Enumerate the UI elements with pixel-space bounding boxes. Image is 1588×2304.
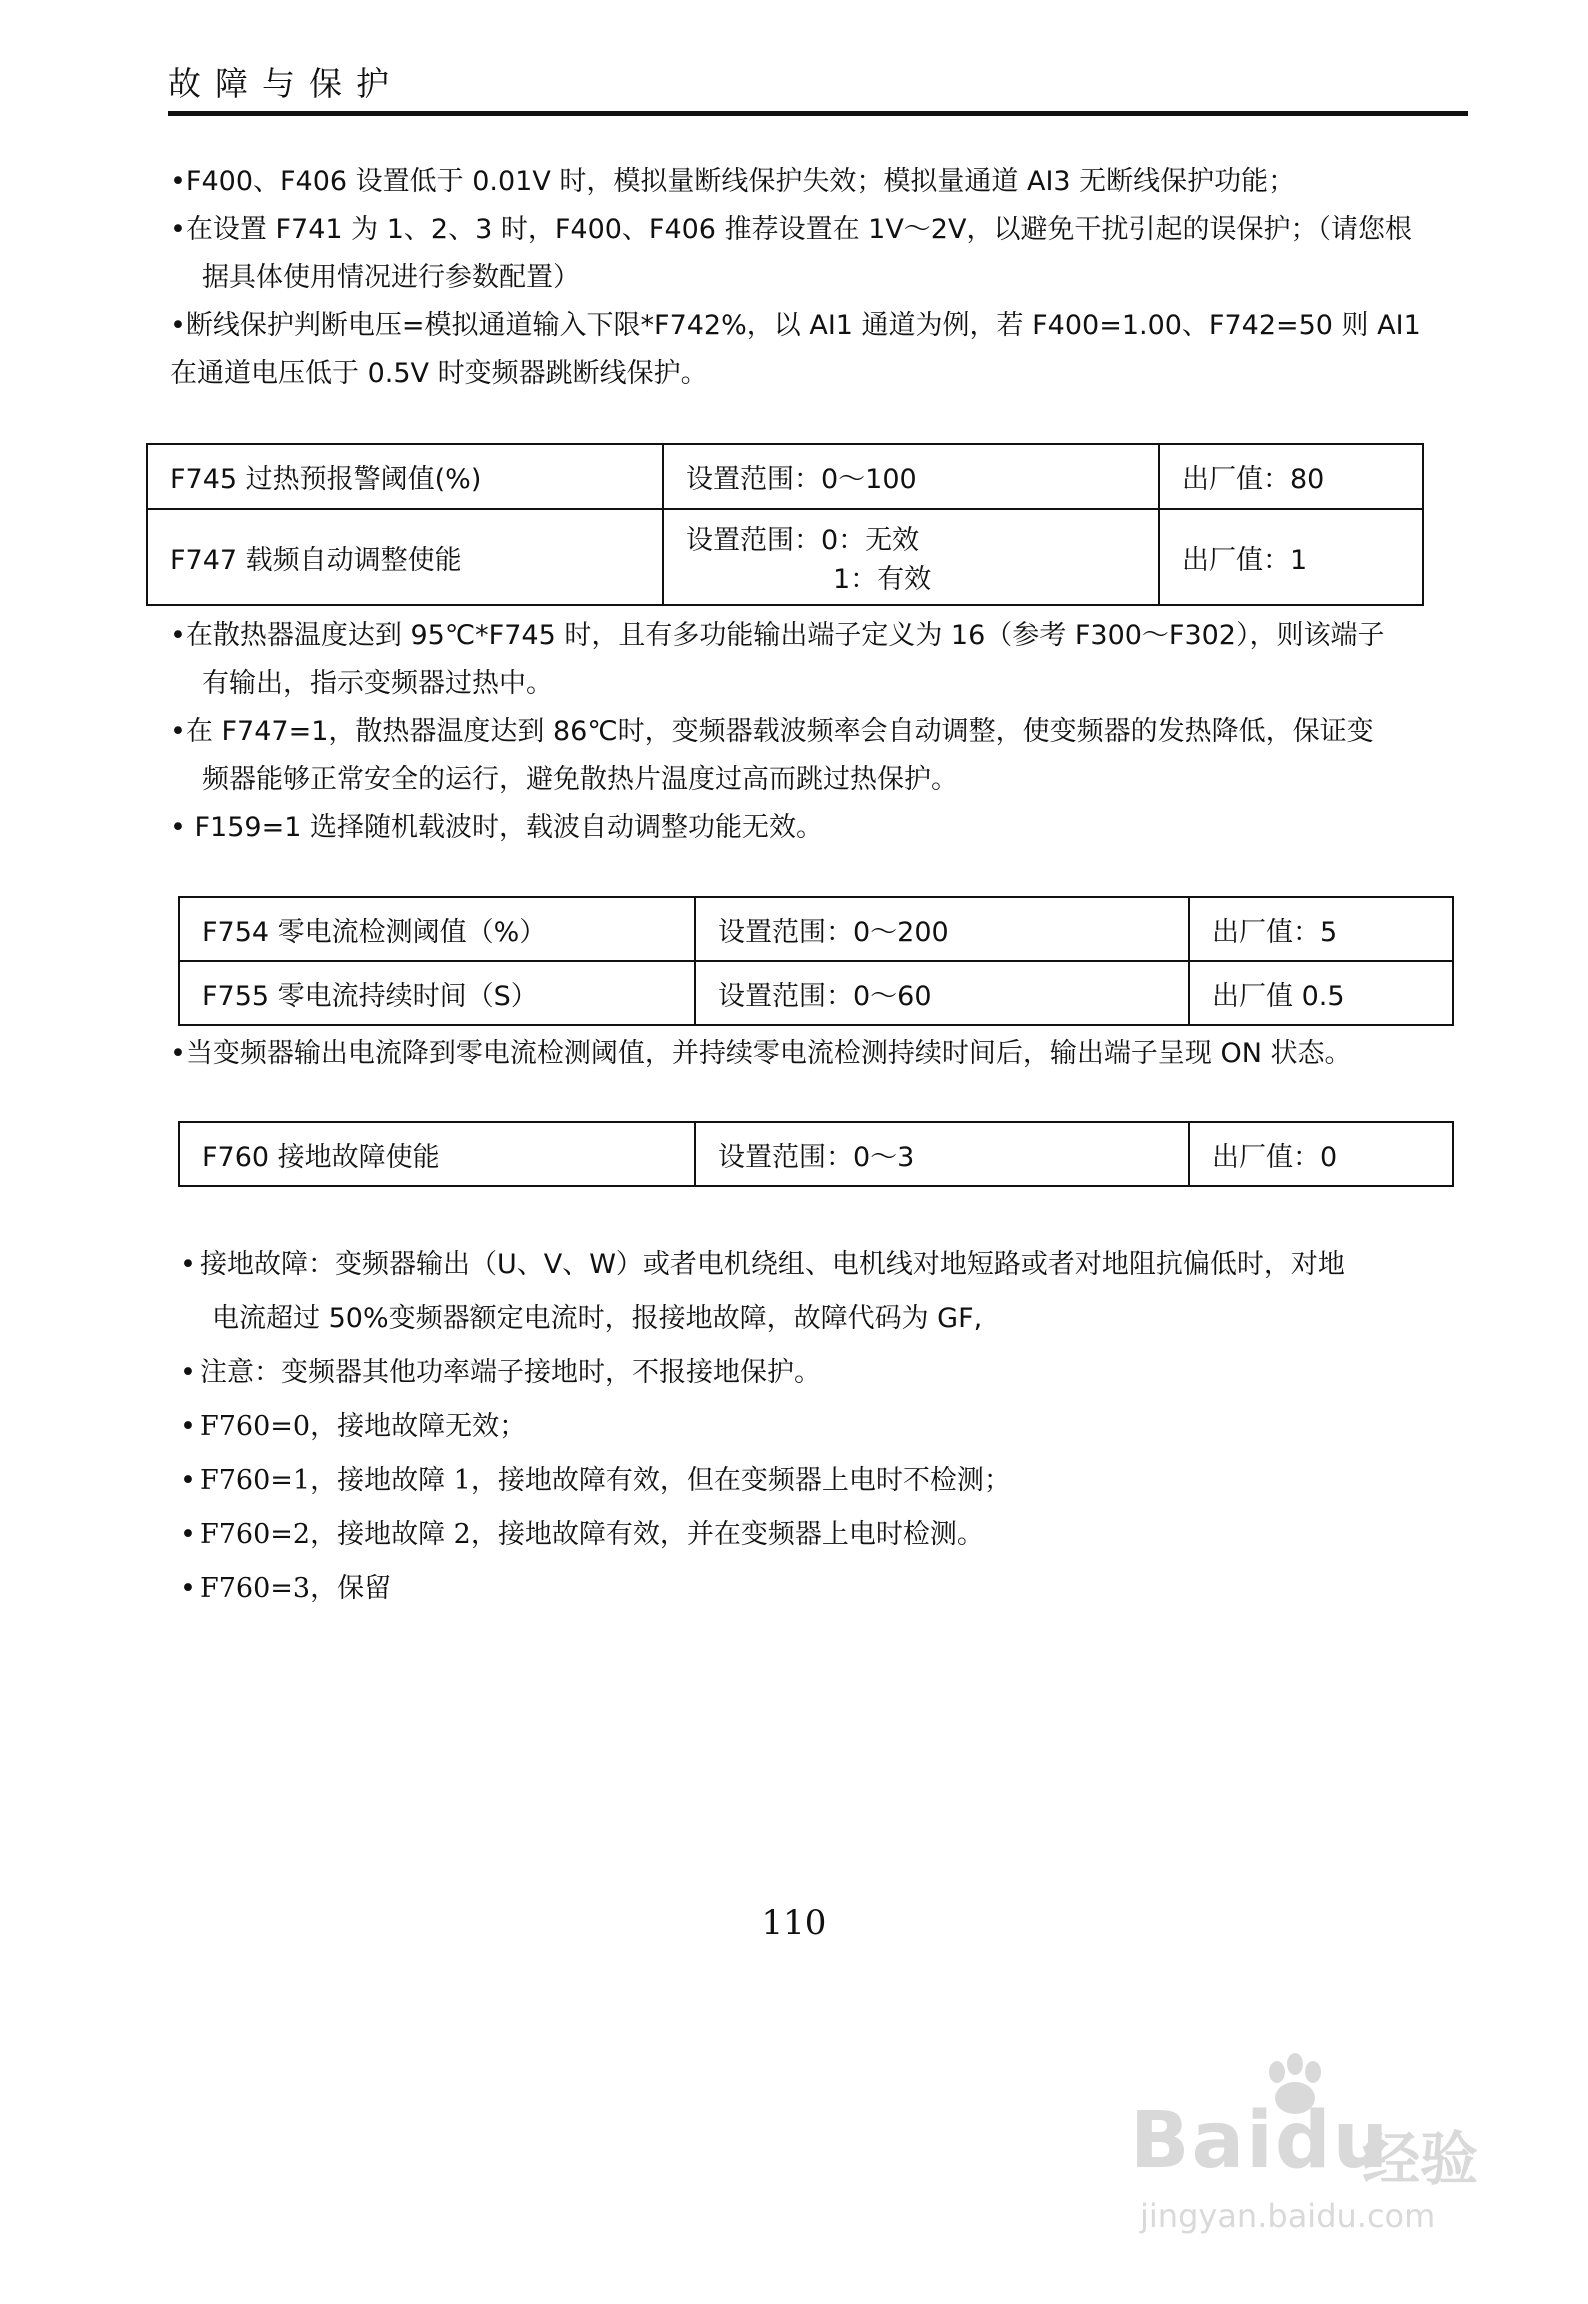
bullet-icon: • — [180, 1519, 196, 1550]
note-line: •F400、F406 设置低于 0.01V 时，模拟量断线保护失效；模拟量通道 AI3 无断线保护功能； — [170, 166, 1296, 197]
notes-analog-disconnect — [170, 158, 1470, 398]
param-name: F747 载频自动调整使能 — [147, 509, 663, 605]
table-row — [147, 444, 1423, 509]
param-table-ground-fault — [178, 1121, 1454, 1187]
note-line: • F760=3，保留 — [180, 1562, 1480, 1616]
param-range: 设置范围：0～100 — [663, 444, 1159, 509]
baidu-watermark — [1130, 2052, 1500, 2252]
table-row — [147, 509, 1423, 605]
param-table-zero-current — [178, 896, 1454, 1026]
header-divider — [168, 111, 1468, 116]
param-name: F754 零电流检测阈值（%） — [179, 897, 695, 961]
param-range: 设置范围：0～60 — [695, 961, 1189, 1025]
watermark-brand: Baidu — [1130, 2096, 1391, 2186]
note-line: •在设置 F741 为 1、2、3 时，F400、F406 推荐设置在 1V～2V，以避免干扰引起的误保护；（请您根 — [170, 214, 1412, 245]
bullet-icon: • — [180, 1573, 196, 1604]
bullet-icon: • — [180, 1411, 196, 1442]
note-line: • F159=1 选择随机载波时，载波自动调整功能无效。 — [170, 812, 823, 843]
page-number: 110 — [761, 1903, 827, 1943]
table-row — [179, 1122, 1453, 1186]
param-name: F760 接地故障使能 — [179, 1122, 695, 1186]
note-line: • F760=1，接地故障 1，接地故障有效，但在变频器上电时不检测； — [180, 1454, 1480, 1508]
note-line: 有输出，指示变频器过热中。 — [202, 668, 553, 699]
note-line: • F760=0，接地故障无效； — [180, 1400, 1480, 1454]
range-option: 设置范围：0：无效 — [686, 525, 920, 556]
param-default: 出厂值：5 — [1189, 897, 1453, 961]
param-range: 设置范围：0～200 — [695, 897, 1189, 961]
note-line: 在通道电压低于 0.5V 时变频器跳断线保护。 — [170, 358, 708, 389]
param-default: 出厂值 0.5 — [1189, 961, 1453, 1025]
note-line: 频器能够正常安全的运行，避免散热片温度过高而跳过热保护。 — [202, 764, 958, 795]
note-line: •当变频器输出电流降到零电流检测阈值，并持续零电流检测持续时间后，输出端子呈现 ON 状态。 — [170, 1038, 1352, 1069]
param-range — [663, 509, 1159, 605]
param-table-overheat — [146, 443, 1424, 606]
watermark-cn: 经验 — [1362, 2125, 1479, 2193]
param-default: 出厂值：80 — [1159, 444, 1423, 509]
watermark-url: jingyan.baidu.com — [1140, 2197, 1436, 2235]
notes-ground-fault — [180, 1238, 1480, 1616]
note-line: •在 F747=1，散热器温度达到 86℃时，变频器载波频率会自动调整，使变频器的发热降低，保证变 — [170, 716, 1374, 747]
bullet-icon: • — [180, 1357, 196, 1388]
page-title: 故障与保护 — [168, 64, 403, 103]
table-row — [179, 961, 1453, 1025]
param-range: 设置范围：0～3 — [695, 1122, 1189, 1186]
note-line: •断线保护判断电压=模拟通道输入下限*F742%，以 AI1 通道为例，若 F400=1.00、F742=50 则 AI1 — [170, 310, 1421, 341]
param-default: 出厂值：1 — [1159, 509, 1423, 605]
bullet-icon: • — [180, 1465, 196, 1496]
note-line: • 注意：变频器其他功率端子接地时，不报接地保护。 — [180, 1346, 1480, 1400]
bullet-icon: • — [180, 1249, 196, 1280]
range-option: 1：有效 — [833, 564, 932, 595]
table-row — [179, 897, 1453, 961]
param-default: 出厂值：0 — [1189, 1122, 1453, 1186]
note-line: • 接地故障：变频器输出（U、V、W）或者电机绕组、电机线对地短路或者对地阻抗偏低时，对地 — [180, 1238, 1480, 1292]
note-line: 据具体使用情况进行参数配置） — [202, 262, 580, 293]
param-name: F755 零电流持续时间（S） — [179, 961, 695, 1025]
note-line: •在散热器温度达到 95℃*F745 时，且有多功能输出端子定义为 16（参考 F300～F302），则该端子 — [170, 620, 1385, 651]
note-line: • F760=2，接地故障 2，接地故障有效，并在变频器上电时检测。 — [180, 1508, 1480, 1562]
param-name: F745 过热预报警阈值(%) — [147, 444, 663, 509]
notes-zero-current — [170, 1030, 1470, 1078]
notes-overheat — [170, 612, 1470, 852]
note-line: 电流超过 50%变频器额定电流时，报接地故障，故障代码为 GF, — [212, 1303, 983, 1334]
